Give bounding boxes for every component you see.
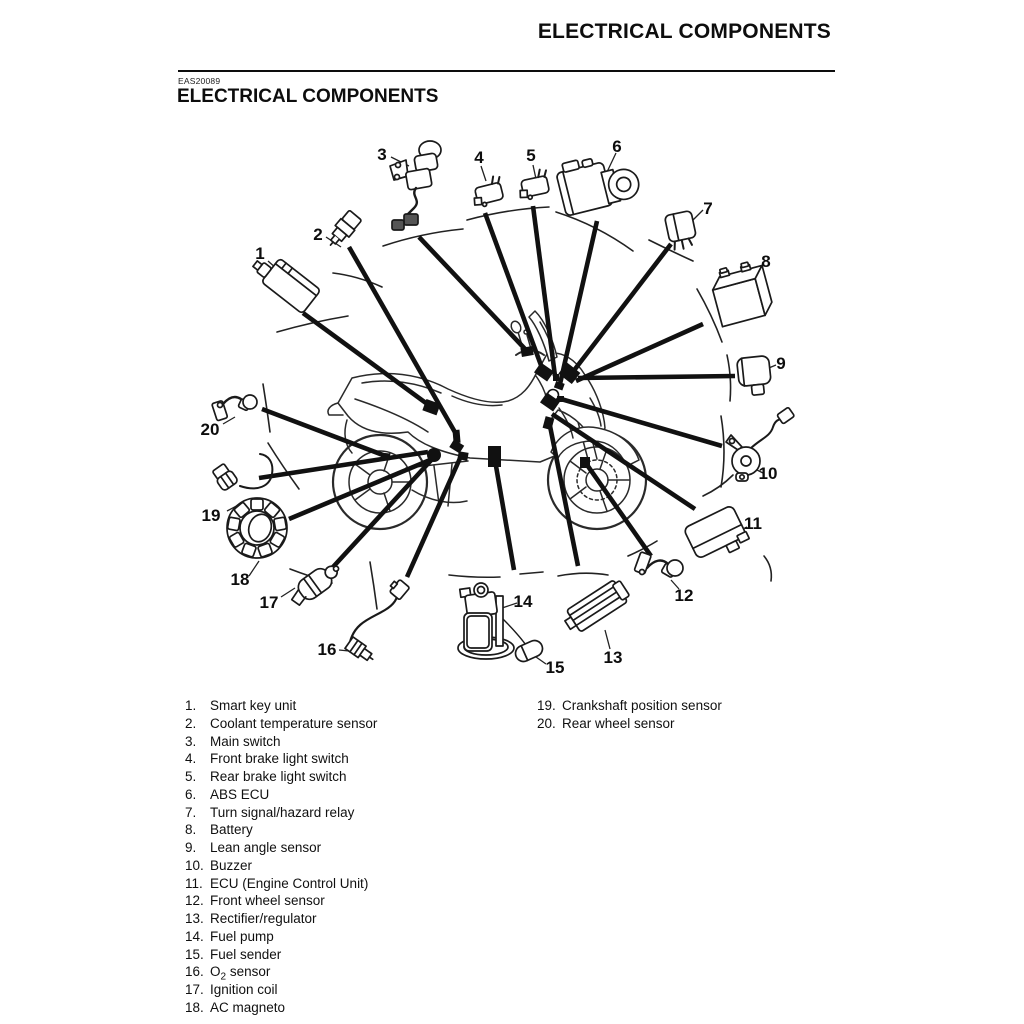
legend-item: 11. ECU (Engine Control Unit) <box>185 875 369 891</box>
legend-item: 5. Rear brake light switch <box>185 769 347 784</box>
callout-15: 15 <box>545 658 565 677</box>
legend-item: 18. AC magneto <box>185 999 286 1015</box>
legend-item: 17. Ignition coil <box>185 982 278 997</box>
component-13-rectifier-regulator <box>561 577 632 636</box>
component-9-lean-angle-sensor <box>737 355 773 396</box>
component-18-ac-magneto <box>227 498 287 558</box>
callout-18: 18 <box>230 570 250 589</box>
callout-19: 19 <box>201 506 221 525</box>
leader-lines <box>259 206 735 577</box>
callout-2: 2 <box>313 225 323 244</box>
component-16-o2-sensor <box>345 577 410 665</box>
callout-11: 11 <box>744 514 762 533</box>
callout-6: 6 <box>612 137 622 156</box>
legend-item: 20. Rear wheel sensor <box>537 715 675 731</box>
component-11-ecu <box>683 504 751 566</box>
callout-3: 3 <box>377 145 387 164</box>
legend-item: 9. Lean angle sensor <box>185 840 322 855</box>
legend-item: 10. Buzzer <box>185 857 253 873</box>
legend-item: 3. Main switch <box>185 733 281 749</box>
callout-12: 12 <box>674 586 694 605</box>
legend-item: 7. Turn signal/hazard relay <box>185 804 355 820</box>
component-19-crankshaft-position-sensor <box>211 454 273 491</box>
callout-16: 16 <box>317 640 337 659</box>
callout-5: 5 <box>526 146 536 165</box>
component-2-coolant-temperature-sensor <box>324 209 363 250</box>
callout-17: 17 <box>259 593 279 612</box>
legend-item: 6. ABS ECU <box>185 786 270 802</box>
callout-10: 10 <box>758 464 778 483</box>
legend-item-o2-sensor: 16. $O_2$ sensor <box>185 964 271 983</box>
section-title: ELECTRICAL COMPONENTS <box>177 86 439 107</box>
callout-14: 14 <box>513 592 533 611</box>
legend-item: 4. Front brake light switch <box>185 751 349 767</box>
component-3-main-switch <box>390 141 441 230</box>
page-header-title: ELECTRICAL COMPONENTS <box>537 20 831 43</box>
legend-item: 13. Rectifier/regulator <box>185 911 317 926</box>
legend-column-1 <box>185 697 525 1017</box>
callout-9: 9 <box>776 354 786 373</box>
callout-8: 8 <box>761 252 771 271</box>
component-4-front-brake-light-switch <box>469 175 505 209</box>
callout-20: 20 <box>200 420 220 439</box>
component-17-ignition-coil <box>286 558 345 609</box>
scooter-illustration <box>328 311 646 529</box>
legend-item: 19. Crankshaft position sensor <box>537 698 722 713</box>
section-code: EAS20089 <box>178 76 221 86</box>
callout-13: 13 <box>603 648 623 667</box>
legend-column-2 <box>537 697 837 733</box>
legend-item: 2. Coolant temperature sensor <box>185 715 378 731</box>
callout-1: 1 <box>255 244 265 263</box>
component-5-rear-brake-light-switch <box>516 168 552 201</box>
legend-item: 12. Front wheel sensor <box>185 893 325 909</box>
legend-item: 15. Fuel sender <box>185 946 282 962</box>
component-12-front-wheel-sensor <box>634 552 683 578</box>
callout-7: 7 <box>703 199 713 218</box>
legend-item: 8. Battery <box>185 822 253 838</box>
component-6-abs-ecu <box>554 147 642 216</box>
legend-item: 1. Smart key unit <box>185 698 297 713</box>
callout-4: 4 <box>474 148 484 167</box>
legend-item: 14. Fuel pump <box>185 928 274 944</box>
